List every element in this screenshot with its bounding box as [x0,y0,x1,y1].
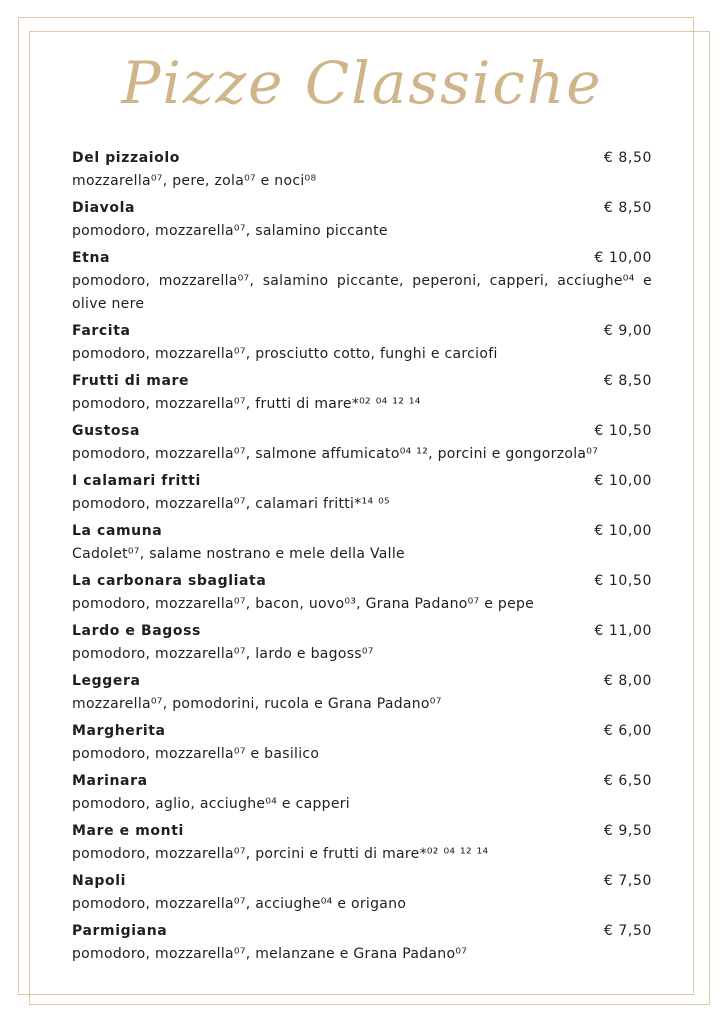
menu-item-description: pomodoro, mozzarella⁰⁷, salamino piccante [72,223,388,239]
menu-item-header [72,246,652,270]
menu-item-description: mozzarella⁰⁷, pere, zola⁰⁷ e noci⁰⁸ [72,173,317,189]
menu-item [72,669,652,716]
menu-item-name: Del pizzaiolo [72,150,180,166]
menu-item-price: € 9,00 [603,323,652,339]
menu-item-header [72,419,652,443]
menu-item [72,469,652,516]
menu-item [72,769,652,816]
menu-item [72,819,652,866]
menu-item-name: Mare e monti [72,823,184,839]
menu-item-description: pomodoro, mozzarella⁰⁷, prosciutto cotto, funghi e carciofi [72,346,498,362]
menu-item [72,719,652,766]
menu-item-description: pomodoro, mozzarella⁰⁷, acciughe⁰⁴ e origano [72,896,407,912]
menu-item-description: pomodoro, mozzarella⁰⁷, porcini e frutti di mare*⁰² ⁰⁴ ¹² ¹⁴ [72,846,489,862]
menu-item-description: pomodoro, mozzarella⁰⁷, frutti di mare*⁰² ⁰⁴ ¹² ¹⁴ [72,396,421,412]
menu-item-price: € 6,50 [603,773,652,789]
menu-item-name: Farcita [72,323,131,339]
menu-item-description: pomodoro, mozzarella⁰⁷, salmone affumicato⁰⁴ ¹², porcini e gongorzola⁰⁷ [72,446,599,462]
menu-item-price: € 8,00 [603,673,652,689]
menu-item [72,146,652,193]
menu-item-header [72,719,652,743]
menu-item-header [72,869,652,893]
menu-item-name: Leggera [72,673,141,689]
menu-item-price: € 7,50 [603,873,652,889]
menu-item-name: Lardo e Bagoss [72,623,201,639]
menu-item [72,369,652,416]
menu-item [72,196,652,243]
menu-item-price: € 9,50 [603,823,652,839]
menu-item-price: € 7,50 [603,923,652,939]
menu-item [72,919,652,966]
menu-item-price: € 10,00 [594,523,652,539]
menu-item-description: pomodoro, mozzarella⁰⁷, melanzane e Grana Padano⁰⁷ [72,946,468,962]
menu-item-description: pomodoro, mozzarella⁰⁷ e basilico [72,746,320,762]
menu-item-header [72,146,652,170]
menu-item-header [72,669,652,693]
menu-item-header [72,769,652,793]
menu-item-header [72,569,652,593]
menu-item-name: Gustosa [72,423,141,439]
menu-item [72,869,652,916]
menu-item-name: Etna [72,250,111,266]
menu-item-header [72,919,652,943]
menu-item-name: Parmigiana [72,923,168,939]
menu-item-name: La carbonara sbagliata [72,573,267,589]
menu-item [72,419,652,466]
menu-list [72,146,652,969]
menu-item-header [72,196,652,220]
menu-item-description: pomodoro, mozzarella⁰⁷, bacon, uovo⁰³, Grana Padano⁰⁷ e pepe [72,596,535,612]
menu-item-name: Napoli [72,873,127,889]
menu-item [72,619,652,666]
menu-item-price: € 8,50 [603,150,652,166]
menu-item-name: I calamari fritti [72,473,201,489]
menu-item [72,246,652,316]
menu-item-description: pomodoro, mozzarella⁰⁷, calamari fritti*¹⁴ ⁰⁵ [72,496,390,512]
menu-item-description: mozzarella⁰⁷, pomodorini, rucola e Grana Padano⁰⁷ [72,696,442,712]
menu-item [72,319,652,366]
menu-item-name: Diavola [72,200,136,216]
menu-item-header [72,819,652,843]
menu-item-price: € 11,00 [594,623,652,639]
menu-item-price: € 8,50 [603,373,652,389]
menu-item-header [72,469,652,493]
menu-item-price: € 10,50 [594,573,652,589]
menu-item-price: € 6,00 [603,723,652,739]
menu-item-price: € 10,00 [594,250,652,266]
menu-item-description: pomodoro, mozzarella⁰⁷, lardo e bagoss⁰⁷ [72,646,374,662]
menu-item-header [72,519,652,543]
menu-item [72,519,652,566]
menu-item-name: Margherita [72,723,166,739]
menu-item-description: Cadolet⁰⁷, salame nostrano e mele della Valle [72,546,405,562]
menu-item-header [72,619,652,643]
menu-item-price: € 10,50 [594,423,652,439]
menu-item-price: € 8,50 [603,200,652,216]
menu-item-description: pomodoro, aglio, acciughe⁰⁴ e capperi [72,796,350,812]
menu-item-name: La camuna [72,523,163,539]
menu-item-description: pomodoro, mozzarella⁰⁷, salamino piccante, peperoni, capperi, acciughe⁰⁴ e olive nere [72,273,652,312]
menu-item-header [72,369,652,393]
menu-item-name: Frutti di mare [72,373,190,389]
menu-item-name: Marinara [72,773,148,789]
menu-item-header [72,319,652,343]
menu-item-price: € 10,00 [594,473,652,489]
page-title: Pizze Classiche [121,49,603,117]
menu-item [72,569,652,616]
